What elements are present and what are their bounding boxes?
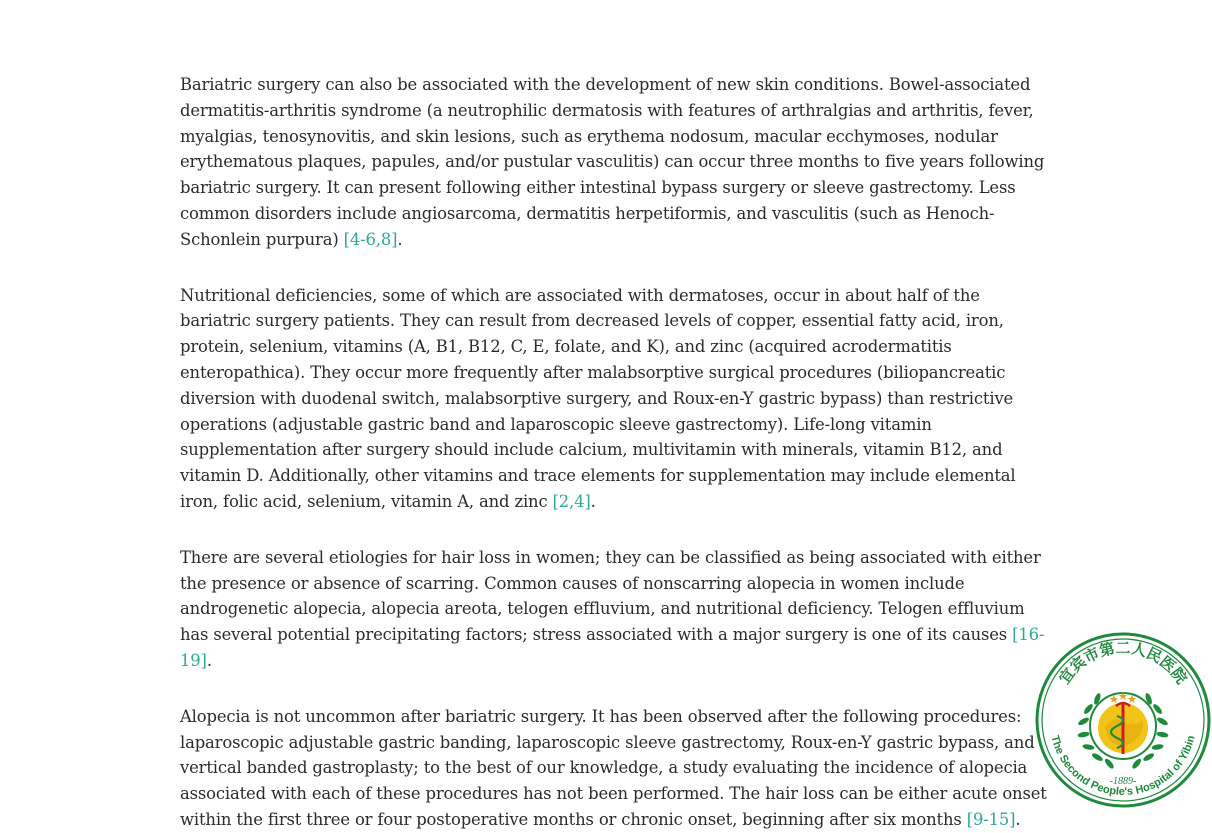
hospital-seal-logo xyxy=(1034,632,1212,808)
paragraph-text: Nutritional deficiencies, some of which are associated with dermatoses, occur in about half of the bariatric surgery patients. They can result from decreased levels of copper, essential fatty acid, iron, protein, selenium, vitamins (A, B1, B12, C, E, folate, and K), and zinc (acquired acrodermatitis enteropathica). They occur more frequently after malabsorptive surgical procedures (biliopancreatic diversion with duodenal switch, malabsorptive surgery, and Roux-en-Y gastric bypass) than restrictive operations (adjustable gastric band and laparoscopic sleeve gastrectomy). Life-long vitamin supplementation after surgery should include calcium, multivitamin with minerals, vitamin B12, and vitamin D. Additionally, other vitamins and trace elements for supplementation may include elemental iron, folic acid, selenium, vitamin A, and zinc xyxy=(180,285,1016,511)
article-body xyxy=(180,72,1050,833)
citation-link[interactable]: [16-19] xyxy=(180,625,1045,670)
paragraph-hair-loss-etiologies xyxy=(180,545,1050,674)
citation-link[interactable]: [2,4] xyxy=(552,491,591,511)
seal-year: -1889- xyxy=(1109,776,1137,787)
hospital-seal-graphic xyxy=(1034,632,1212,808)
paragraph-alopecia-after-surgery xyxy=(180,704,1050,833)
paragraph-text: Alopecia is not uncommon after bariatric surgery. It has been observed after the following procedures: laparoscopic adjustable gastric banding, laparoscopic sleeve gastrectomy, Roux-en-Y gastric bypass, and vertical banded gastroplasty; to the best of our knowledge, a study evaluating the incidence of alopecia associated with each of these procedures has not been performed. The hair loss can be either acute onset within the first three or four postoperative months or chronic onset, beginning after six months xyxy=(180,706,1047,829)
seal-english-name: The Second People's Hospital of Yibin xyxy=(1048,734,1198,799)
paragraph-text: Bariatric surgery can also be associated with the development of new skin conditions. Bowel-associated dermatitis-arthritis syndrome (a neutrophilic dermatosis with features of arthralgias and arthritis, fever, myalgias, tenosynovitis, and skin lesions, such as erythema nodosum, macular ecchymoses, nodular erythematous plaques, papules, and/or pustular vasculitis) can occur three months to five years following bariatric surgery. It can present following either intestinal bypass surgery or sleeve gastrectomy. Less common disorders include angiosarcoma, dermatitis herpetiformis, and vasculitis (such as Henoch-Schonlein purpura) xyxy=(180,75,1045,249)
citation-link[interactable]: [4-6,8] xyxy=(343,229,398,249)
seal-chinese-name: 宜宾市第二人民医院 xyxy=(1055,639,1191,688)
paragraph-nutritional-deficiencies xyxy=(180,283,1050,515)
paragraph-period: . xyxy=(397,229,403,249)
citation-link[interactable]: [9-15] xyxy=(966,809,1016,829)
paragraph-period: . xyxy=(206,650,212,670)
paragraph-period: . xyxy=(590,491,596,511)
paragraph-skin-conditions xyxy=(180,72,1050,253)
paragraph-period: . xyxy=(1015,809,1021,829)
paragraph-text: There are several etiologies for hair loss in women; they can be classified as being associated with either the presence or absence of scarring. Common causes of nonscarring alopecia in women include androgenetic alopecia, alopecia areota, telogen effluvium, and nutritional deficiency. Telogen effluvium has several potential precipitating factors; stress associated with a major surgery is one of its causes xyxy=(180,547,1041,645)
